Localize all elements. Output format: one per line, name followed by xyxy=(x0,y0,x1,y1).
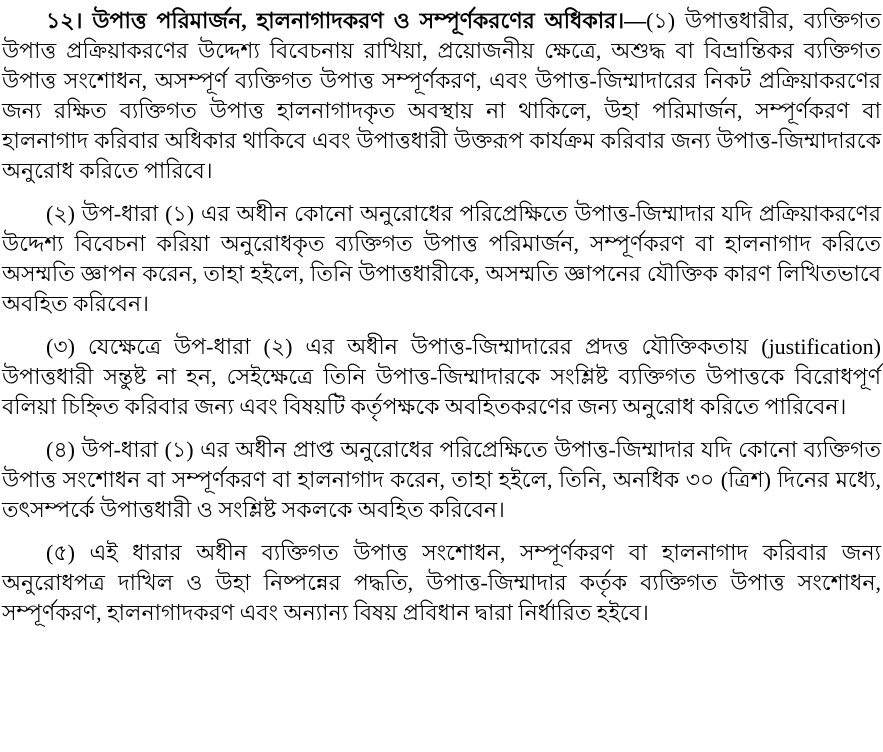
clause-2-text: উপ-ধারা (১) এর অধীন কোনো অনুরোধের পরিপ্রেক্ষিতে উপাত্ত-জিম্মাদার যদি প্রক্রিয়াকরণের উদ্দেশ্য বিবেচনা করিয়া অনুরোধকৃত ব্যক্তিগত উপাত্ত পরিমার্জন, সম্পূর্ণকরণ বা হালনাগাদ করিতে অসম্মতি জ্ঞাপন করেন, তাহা হইলে, তিনি উপাত্তধারীকে, অসম্মতি জ্ঞাপনের যৌক্তিক কারণ লিখিতভাবে অবহিত করিবেন। xyxy=(2,201,882,316)
clause-4-text: উপ-ধারা (১) এর অধীন প্রাপ্ত অনুরোধের পরিপ্রেক্ষিতে উপাত্ত-জিম্মাদার যদি কোনো ব্যক্তিগত উপাত্ত সংশোধন বা সম্পূর্ণকরণ বা হালনাগাদ করেন, তাহা হইলে, তিনি, অনধিক ৩০ (ত্রিশ) দিনের মধ্যে, তৎসম্পর্কে উপাত্তধারী ও সংশ্লিষ্ট সকলকে অবহিত করিবেন। xyxy=(2,437,882,522)
clause-5-marker: (৫) xyxy=(46,540,75,565)
clause-5-text: এই ধারার অধীন ব্যক্তিগত উপাত্ত সংশোধন, সম্পূর্ণকরণ বা হালনাগাদ করিবার জন্য অনুরোধপত্র দাখিল ও উহা নিষ্পন্নের পদ্ধতি, উপাত্ত-জিম্মাদার কর্তৃক ব্যক্তিগত উপাত্ত সংশোধন, সম্পূর্ণকরণ, হালনাগাদকরণ এবং অন্যান্য বিষয় প্রবিধান দ্বারা নির্ধারিত হইবে। xyxy=(2,540,881,625)
clause-1-text: উপাত্তধারীর, ব্যক্তিগত উপাত্ত প্রক্রিয়াকরণের উদ্দেশ্য বিবেচনায় রাখিয়া, প্রয়োজনীয় ক্ষেত্রে, অশুদ্ধ বা বিভ্রান্তিকর ব্যক্তিগত উপাত্ত সংশোধন, অসম্পূর্ণ ব্যক্তিগত উপাত্ত সম্পূর্ণকরণ, এবং উপাত্ত-জিম্মাদারের নিকট প্রক্রিয়াকরণের জন্য রক্ষিত ব্যক্তিগত উপাত্ত হালনাগাদকৃত অবস্থায় না থাকিলে, উহা পরিমার্জন, সম্পূর্ণকরণ বা হালনাগাদ করিবার অধিকার থাকিবে এবং উপাত্তধারী উক্তরূপ কার্যক্রম করিবার জন্য উপাত্ত-জিম্মাদারকে অনুরোধ করিতে পারিবে। xyxy=(2,8,882,183)
section-heading: ১২। উপাত্ত পরিমার্জন, হালনাগাদকরণ ও সম্পূর্ণকরণের অধিকার।— xyxy=(46,8,647,33)
clause-1 xyxy=(2,6,881,186)
clause-3-marker: (৩) xyxy=(46,334,75,359)
clause-3 xyxy=(2,332,881,422)
clause-5 xyxy=(2,538,881,628)
clause-4 xyxy=(2,435,881,525)
clause-2 xyxy=(2,199,881,319)
clause-3-text: যেক্ষেত্রে উপ-ধারা (২) এর অধীন উপাত্ত-জিম্মাদারের প্রদত্ত যৌক্তিকতায় (justification) উপাত্তধারী সন্তুষ্ট না হন, সেইক্ষেত্রে তিনি উপাত্ত-জিম্মাদারকে সংশ্লিষ্ট ব্যক্তিগত উপাত্তকে বিরোধপূর্ণ বলিয়া চিহ্নিত করিবার জন্য এবং বিষয়টি কর্তৃপক্ষকে অবহিতকরণের জন্য অনুরোধ করিতে পারিবেন। xyxy=(2,334,881,419)
clause-1-marker: (১) xyxy=(646,8,676,33)
clause-4-marker: (৪) xyxy=(46,437,75,462)
clause-2-marker: (২) xyxy=(46,201,75,226)
